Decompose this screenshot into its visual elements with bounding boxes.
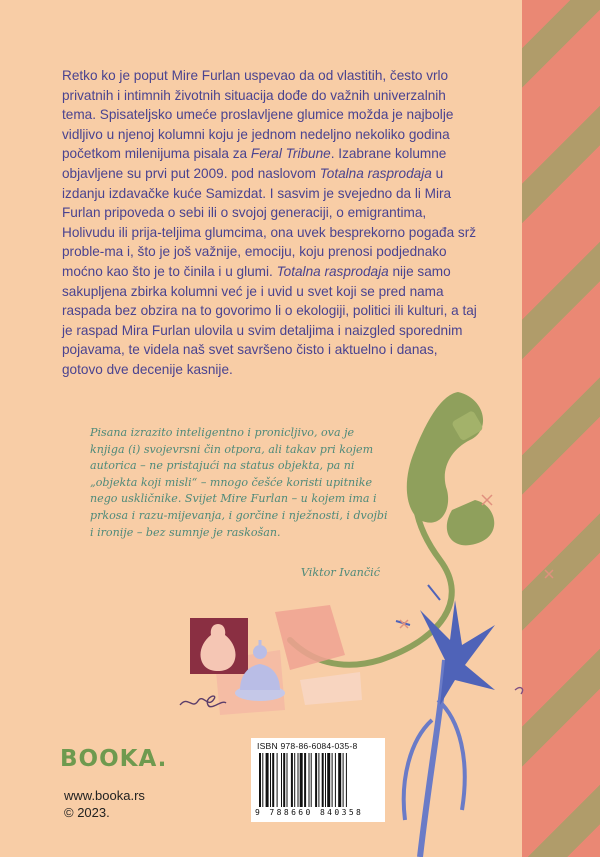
description-text: u izdanju izdavačke kuće Samizdat. I sasvim je svejedno da li Mira Furlan pripoveda o sebi ili o svojoj generaciji, o emigrantima, Holivudu ili prija-teljima glumcima, ona uvek besprekorno pogađa srž proble-ma i, što je još važnije, emociju, koju prenosi podjednako moćno kao što je to činila i u glumi. [62, 165, 477, 279]
barcode-bar [291, 753, 293, 807]
buddha-illustration [235, 640, 285, 701]
description-text: . Izabrane kolumne objavljene su prvi put 2009. pod naslovom [62, 146, 447, 181]
barcode-bar [283, 753, 285, 807]
barcode-bar [318, 753, 319, 807]
description-text: Retko ko je poput Mire Furlan uspevao da od vlastitih, često vrlo privatnih i intimnih životnih situacija dođe do važnih univerzalnih tema. Spisateljsko umeće proslavljene glumice možda je najbolje vidljivo u njenoj kolumni koju je jednom nedeljno nekoliko godina početkom milenijuma pisala za [62, 68, 454, 162]
barcode-bar [300, 753, 303, 807]
collage-shapes [215, 605, 362, 715]
barcode-bar [277, 753, 278, 807]
barcode-bar [272, 753, 274, 807]
isbn-number: ISBN 978-86-6084-035-8 [257, 741, 358, 751]
barcode-bar [287, 753, 288, 807]
woman-silhouette-illustration [190, 618, 248, 674]
barcode-bar [281, 753, 282, 807]
review-quote: Pisana izrazito inteligentno i pronicljivo, ova je knjiga (i) svojevrsni čin otpora, ali takav pri kojem autorica – ne pristajući na status objekta, pa ni „objekta koji misli“ – mnogo češće koristi upitnike nego uskličnike. Svijet Mire Furlan – u kojem ima i prkosa i razu-mijevanja, i gorčine i nježnosti, i dvojbi i ironije – bez sumnje je raskošan. [90, 426, 388, 539]
barcode-bar [259, 753, 261, 807]
description-text: nije samo sakupljena zbirka kolumni već je i uvid u svet koji se pred nama raspada bez obzira na to govorimo li o ekologiji, politici ili kulturi, a taj je raspad Mira Furlan ulovila u svim detaljima i naizgled sporednim pojavama, te videla naš svet savršeno čisto i aktuelno i danas, gotovo dve decenije kasnije. [62, 263, 477, 377]
diagonal-stripes [522, 0, 600, 857]
publisher-logo: BOOKA. [60, 746, 168, 772]
barcode-bars [259, 753, 377, 807]
barcode-bar [322, 753, 324, 807]
barcode-bar [332, 753, 333, 807]
barcode-bar [311, 753, 312, 807]
barcode-bar [266, 753, 269, 807]
barcode-digits: 9 788660 840358 [255, 808, 364, 817]
italic-title: Totalna rasprodaja [319, 165, 432, 181]
barcode-bar [346, 753, 347, 807]
book-description [62, 66, 482, 380]
barcode-bar [294, 753, 295, 807]
barcode-bar [327, 753, 330, 807]
barcode-bar [338, 753, 341, 807]
copyright-year: © 2023. [64, 805, 110, 820]
barcode-bar [309, 753, 310, 807]
publisher-url[interactable]: www.booka.rs [64, 788, 145, 803]
barcode-bar [262, 753, 263, 807]
barcode-bar [315, 753, 317, 807]
italic-title: Totalna rasprodaja [276, 263, 389, 279]
barcode-bar [270, 753, 271, 807]
flower-illustration [396, 585, 523, 857]
barcode-bar [304, 753, 306, 807]
scribble-illustration [180, 696, 226, 707]
barcode-bar [335, 753, 336, 807]
italic-title: Feral Tribune [250, 146, 331, 162]
barcode-bar [298, 753, 299, 807]
barcode-bar [325, 753, 326, 807]
barcode [251, 738, 385, 822]
barcode-bar [343, 753, 344, 807]
quote-author: Viktor Ivančić [300, 566, 380, 579]
